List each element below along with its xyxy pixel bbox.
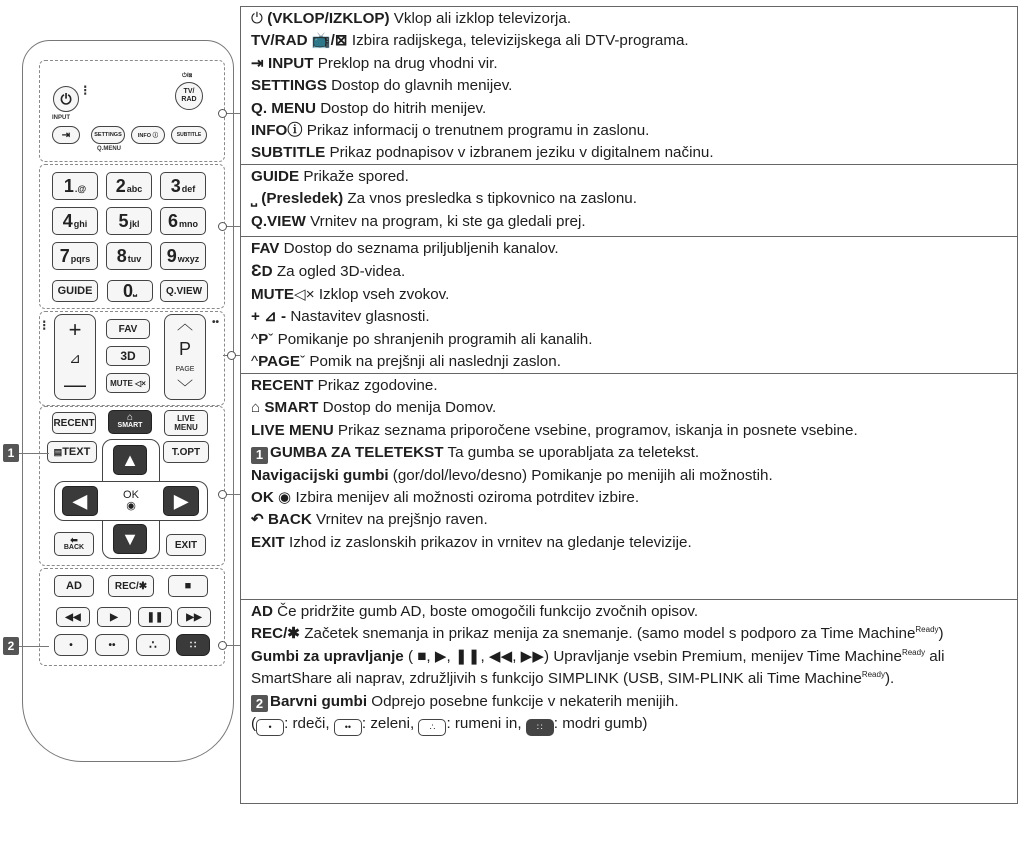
qmenu-text: Dostop do hitrih menijev.	[315, 99, 487, 117]
topt-button: T.OPT	[163, 441, 209, 463]
yellow-button: ∴	[136, 634, 170, 656]
badge-2-inline: 2	[251, 695, 268, 712]
qview-label: Q.VIEW	[251, 212, 306, 230]
row-color-legend: ( • : rdeči, •• : zeleni, ∴ : rumeni in, ∷ : modri gumb)	[251, 713, 1017, 736]
caret-down-icon: ˇ	[300, 353, 306, 371]
numpad-key-digit: 2	[115, 175, 126, 196]
connector-dot-1	[218, 109, 227, 118]
row-qmenu	[251, 98, 1017, 120]
power-dots-icon: ⁝	[83, 82, 88, 98]
smart-label: SMART	[117, 422, 143, 429]
zero-space-button	[107, 280, 153, 302]
subtitle-text: Prikaz podnapisov v izbranem jeziku v digitalnem načinu.	[325, 144, 714, 162]
row-exit	[251, 532, 1017, 554]
mute-icon: ◁×	[132, 378, 146, 388]
3d-label: D	[261, 263, 273, 281]
fav-text: Dostop do seznama priljubljenih kanalov.	[279, 240, 559, 257]
vol-dots-icon: ⁝	[42, 317, 47, 333]
guide-label: GUIDE	[251, 168, 300, 185]
nav-label: Navigacijski gumbi	[251, 466, 389, 484]
blue-button: ∷	[176, 634, 210, 656]
text-button	[47, 441, 97, 463]
rec-button: REC/✱	[108, 575, 154, 597]
blue-button-icon: ∷	[526, 719, 554, 736]
section-playback-color	[240, 599, 1018, 804]
numpad-key	[160, 242, 206, 270]
back-label: BACK	[63, 544, 85, 551]
color-label: Barvni gumbi	[270, 692, 368, 710]
back-icon: ↶	[251, 511, 268, 529]
volume-minus-icon: —	[64, 372, 86, 397]
caret-up-icon: ^	[251, 330, 259, 348]
smart-text: Dostop do menija Domov.	[318, 399, 497, 417]
qmenu-label: Q.MENU	[97, 146, 121, 152]
row-nav	[251, 465, 1017, 487]
subtitle-label: SUBTITLE	[251, 144, 326, 162]
play-button: ▶	[97, 607, 131, 627]
volume-icon: ⊿	[69, 349, 81, 366]
page-text: Pomik na prejšnji ali naslednji zaslon.	[305, 353, 561, 371]
numpad-key	[106, 207, 152, 235]
tvrad-text: Izbira radijskega, televizijskega ali DTV-programa.	[351, 32, 689, 50]
caret-up-icon: ^	[251, 353, 259, 371]
row-back	[251, 509, 1017, 531]
ready-sup: Ready	[861, 670, 885, 680]
stop-button: ■	[168, 575, 208, 597]
numpad-key-letters: wxyz	[177, 254, 200, 264]
page-label: PAGE	[258, 353, 301, 371]
ready-sup: Ready	[901, 647, 926, 657]
section-volume-channel	[240, 236, 1018, 373]
info-icon: ⓘ	[287, 122, 303, 140]
text-label: TEXT	[62, 446, 91, 458]
input-label: INPUT	[267, 54, 314, 72]
channel-rocker	[164, 314, 206, 400]
section-guide	[240, 164, 1018, 236]
ok-button	[108, 484, 154, 518]
left-arrow-button: ◀	[62, 486, 98, 516]
yellow-button-icon: ∴	[418, 719, 446, 736]
badge-1: 1	[3, 444, 19, 462]
red-button-icon: •	[256, 719, 284, 736]
remote-control-illustration	[0, 0, 255, 865]
row-volume	[251, 306, 1017, 328]
row-teletext	[251, 442, 1017, 464]
live-menu-button: LIVE MENU	[164, 410, 208, 436]
numpad-key-letters: pqrs	[70, 254, 91, 264]
volume-label: + ⊿ -	[251, 308, 287, 326]
power-text: Vklop ali izklop televizorja.	[389, 10, 572, 27]
recent-label: RECENT	[251, 377, 314, 394]
tv-rad-top-label: ⏻/⊠	[182, 73, 193, 79]
numpad-key-digit: 4	[62, 210, 73, 231]
space-label: (Presledek)	[261, 190, 344, 208]
row-fav	[251, 238, 1017, 260]
qmenu-label: Q. MENU	[251, 99, 316, 117]
numpad-key-letters: ghi	[73, 219, 88, 229]
info-text: Prikaz informacij o trenutnem programu in zaslonu.	[302, 122, 650, 140]
numpad-key	[106, 242, 152, 270]
fav-button: FAV	[106, 319, 150, 339]
exit-text: Izhod iz zaslonskih prikazov in vrnitev na gledanje televizije.	[284, 533, 692, 551]
numpad-key	[52, 207, 98, 235]
ad-label: AD	[251, 603, 273, 620]
channel-up-icon: ︿	[176, 316, 193, 333]
space-text: Za vnos presledka s tipkovnico na zaslonu.	[343, 190, 637, 208]
p-label: P	[258, 330, 269, 348]
space-icon: ⎵	[133, 285, 137, 297]
3d-text: Za ogled 3D-videa.	[272, 263, 406, 281]
rec-label: REC/✱	[251, 625, 301, 643]
row-p	[251, 329, 1017, 351]
blue-text: : modri gumb)	[553, 715, 648, 733]
numpad-key-digit: 8	[116, 245, 127, 266]
row-page	[251, 351, 1017, 373]
back-text: Vrnitev na prejšnjo raven.	[311, 511, 488, 529]
live-menu-label: LIVE MENU	[251, 421, 334, 439]
live-menu-text: Prikaz seznama priporočene vsebine, programov, iskanja in posnete vsebine.	[333, 421, 858, 439]
row-info	[251, 120, 1017, 142]
row-settings	[251, 75, 1017, 97]
section-power-input	[240, 6, 1018, 164]
red-button: •	[54, 634, 88, 656]
row-rec	[251, 623, 1017, 645]
channel-p-label: P	[178, 339, 191, 359]
numpad-key-letters: .@	[74, 184, 87, 194]
mute-label: MUTE	[251, 285, 295, 303]
3d-icon: Ɛ	[251, 261, 262, 281]
row-ok	[251, 487, 1017, 509]
up-arrow-button: ▲	[113, 445, 147, 475]
row-mute	[251, 284, 1017, 306]
qview-text: Vrnitev na program, ki ste ga gledali prej.	[305, 212, 586, 230]
teletext-text: Ta gumba se uporabljata za teletekst.	[443, 444, 700, 462]
input-button: ⇥	[52, 126, 80, 144]
3d-button: 3D	[106, 346, 150, 366]
ad-text: Če pridržite gumb AD, boste omogočili funkcijo zvočnih opisov.	[272, 603, 699, 620]
mute-label: MUTE	[110, 378, 133, 388]
row-3d	[251, 260, 1017, 283]
recent-button: RECENT	[52, 412, 96, 434]
mute-icon: ◁×	[294, 285, 315, 303]
teletext-icon: ▤	[53, 446, 63, 457]
exit-label: EXIT	[251, 533, 285, 551]
badge-1-line	[19, 453, 49, 454]
numpad-key-digit: 6	[167, 210, 178, 231]
recent-text: Prikaz zgodovine.	[313, 377, 438, 394]
numpad-key-letters: def	[181, 184, 196, 194]
back-label: BACK	[267, 511, 312, 529]
fav-label: FAV	[251, 240, 280, 257]
row-space	[251, 188, 1017, 210]
section-navigation	[240, 373, 1018, 599]
connector-dot-4	[218, 490, 227, 499]
smart-button	[108, 410, 152, 434]
row-smart	[251, 397, 1017, 419]
red-text: : rdeči,	[284, 715, 334, 733]
ok-label: OK	[123, 489, 139, 501]
row-subtitle	[251, 142, 1017, 164]
teletext-label: GUMBA ZA TELETEKST	[270, 444, 444, 462]
green-button: ••	[95, 634, 129, 656]
numpad-key-letters: jkl	[129, 219, 140, 229]
row-recent	[251, 375, 1017, 397]
info-label: INFO	[251, 122, 288, 140]
row-ad	[251, 601, 1017, 623]
description-table	[240, 6, 1018, 804]
tv-radio-icon: 📺/⊠	[311, 32, 348, 50]
power-label: (VKLOP/IZKLOP)	[267, 10, 390, 27]
guide-button: GUIDE	[52, 280, 98, 302]
numpad-key-letters: abc	[126, 184, 143, 194]
numpad-key-digit: 7	[59, 245, 70, 266]
badge-2: 2	[3, 637, 19, 655]
p-text: Pomikanje po shranjenih programih ali kanalih.	[273, 330, 593, 348]
connector-dot-2	[218, 222, 227, 231]
subtitle-button: SUBTITLE	[171, 126, 207, 144]
pause-button: ❚❚	[138, 607, 172, 627]
numpad-key-digit: 1	[63, 175, 74, 196]
numpad-key	[106, 172, 152, 200]
row-color	[251, 691, 1017, 713]
row-controls	[251, 646, 1017, 691]
input-label: INPUT	[52, 115, 70, 121]
row-tvrad	[251, 30, 1017, 52]
qview-button: Q.VIEW	[160, 280, 208, 302]
ok-text: Izbira menijev ali možnosti oziroma potrditev izbire.	[291, 489, 640, 507]
home-icon: ⌂	[126, 412, 134, 423]
input-text: Preklop na drug vhodni vir.	[313, 54, 498, 72]
down-arrow-button: ▼	[113, 524, 147, 554]
right-arrow-button: ▶	[163, 486, 199, 516]
connector-dot-3	[227, 351, 236, 360]
ch-dots-icon: ••	[212, 317, 220, 328]
green-button-icon: ••	[334, 719, 362, 736]
controls-label: Gumbi za upravljanje	[251, 647, 404, 665]
numpad-key-letters: tuv	[127, 254, 142, 264]
controls-text-1: Upravljanje vsebin Premium, menijev Time Machine	[549, 647, 902, 665]
row-qview	[251, 211, 1017, 233]
ok-icon: ◉	[126, 500, 136, 512]
rec-text-1: Začetek snemanja in prikaz menija za snemanje. (samo model s podporo za Time Machine	[300, 625, 916, 643]
back-icon: ⬅	[70, 535, 78, 545]
yellow-text: : rumeni in,	[446, 715, 526, 733]
ad-button: AD	[54, 575, 94, 597]
volume-rocker	[54, 314, 96, 400]
controls-symbols: ( ■, ▶, ❚❚, ◀◀, ▶▶)	[403, 647, 550, 665]
input-icon: ⇥	[251, 54, 264, 72]
row-guide	[251, 166, 1017, 188]
caret-down-icon: ˇ	[268, 330, 274, 348]
numpad-key-digit: 9	[166, 245, 177, 266]
rewind-button: ◀◀	[56, 607, 90, 627]
volume-plus-icon: +	[68, 317, 82, 342]
guide-text: Prikaže spored.	[299, 168, 409, 185]
space-icon: ⎵	[251, 190, 262, 208]
home-icon: ⌂	[251, 399, 265, 417]
back-button	[54, 532, 94, 556]
numpad-key	[52, 242, 98, 270]
page-label: PAGE	[175, 366, 195, 373]
row-power	[251, 8, 1017, 30]
color-text: Odprejo posebne funkcije v nekaterih menijih.	[367, 692, 679, 710]
numpad-key	[160, 172, 206, 200]
settings-button: SETTINGS	[91, 126, 125, 144]
volume-text: Nastavitev glasnosti.	[286, 308, 430, 326]
mute-button	[106, 373, 150, 393]
ok-icon: ◉	[278, 489, 292, 507]
numpad-key-letters: mno	[179, 219, 198, 229]
info-button: INFO ⓘ	[131, 126, 165, 144]
power-button: ⏻	[53, 86, 79, 112]
mute-text: Izklop vseh zvokov.	[314, 285, 450, 303]
power-icon: ⏻	[251, 10, 268, 27]
settings-text: Dostop do glavnih menijev.	[326, 77, 513, 95]
numpad-key-digit: 5	[118, 210, 129, 231]
smart-label: SMART	[264, 399, 319, 417]
badge-1-inline: 1	[251, 447, 268, 464]
rec-text-2: )	[938, 625, 944, 643]
tvrad-label: TV/RAD	[251, 32, 308, 50]
row-input	[251, 53, 1017, 75]
channel-down-icon: ﹀	[176, 380, 193, 397]
numpad-key	[160, 207, 206, 235]
controls-text-2: ali SmartShare ali naprav, združljivih s funkcijo SIMPLINK (USB, SIM-PLINK ali Time Machine	[251, 647, 945, 688]
exit-button: EXIT	[166, 534, 206, 556]
tv-rad-button: TV/ RAD	[175, 82, 203, 110]
numpad-key	[52, 172, 98, 200]
settings-label: SETTINGS	[251, 77, 327, 95]
numpad-key-digit: 3	[170, 175, 181, 196]
nav-text: (gor/dol/levo/desno) Pomikanje po menijih ali možnostih.	[388, 466, 773, 484]
zero-label: 0	[122, 280, 133, 301]
ready-sup: Ready	[915, 625, 939, 635]
row-live-menu	[251, 420, 1017, 442]
controls-text-3: ).	[884, 670, 895, 688]
green-text: : zeleni,	[361, 715, 419, 733]
badge-2-line	[19, 646, 49, 647]
connector-dot-5	[218, 641, 227, 650]
ok-label: OK	[251, 489, 274, 507]
forward-button: ▶▶	[177, 607, 211, 627]
